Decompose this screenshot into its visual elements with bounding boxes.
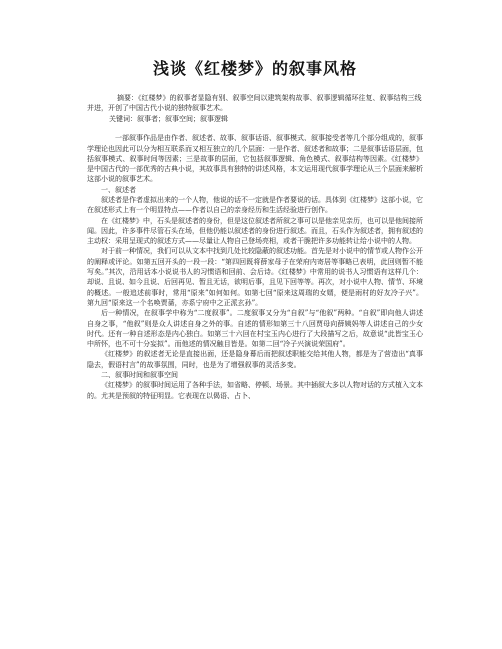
body-paragraph: 《红楼梦》的叙事时间运用了各种手法，如省略、停顿、场景。其中插叙大多以人物对话的方式植入文本的。尤其是预叙的特征明显。它表现在以偈语、占卜、 bbox=[87, 381, 423, 400]
body-paragraph: 后一种情况，在叙事学中称为“二度叙事”。二度叙事又分为“自叙”与“他叙”两种。“自叙”即向他人讲述自身之事，“他叙”则是众人讲述自身之外的事。自述的情形如第三十八回贾母向薛姨妈等人讲述自己的少女时代。还有一种自述形态是内心独白。如第三十六回在村宝玉内心进行了大段描写之后，故意说“此皆宝玉心中所怀，也不可十分妄拟”。而他述的情况触目皆是。如第二回“冷子兴演说荣国府”。 bbox=[87, 309, 423, 349]
article bbox=[87, 56, 423, 401]
intro-paragraph: 一部叙事作品是由作者、叙述者、故事、叙事话语、叙事模式、叙事接受者等几个部分组成的，叙事学理论也因此可以分为相互联系而又相互独立的几个层面：一是作者、叙述者和故事；二是叙事话语层面，包括叙事模式、叙事时间等因素；三是故事的层面，它包括叙事逻辑、角色模式、叙事结构等因素。《红楼梦》是中国古代的一部优秀的古典小说，其故事具有独特的讲述风格，本文运用现代叙事学理论从三个层面来解析这部小说的叙事艺术。 bbox=[87, 134, 423, 184]
section-heading-narrator: 一、叙述者 bbox=[101, 185, 136, 194]
body-paragraph: 在《红楼梦》中，石头是叙述者的身份，但是这位叙述者所叙之事可以是他亲见亲历，也可以是他间接所闻。因此，许多事件尽管石头在场，但他仍能以叙述者的身份进行叙述。而且，石头作为叙述者，拥有叙述的主动权：采用呈现式的叙述方式——尽量让人物自己登场亮相，或者干脆把许多功能转让给小说中的人物。 bbox=[87, 216, 423, 246]
article-title: 浅谈《红楼梦》的叙事风格 bbox=[152, 59, 357, 78]
body-paragraph: 《红楼梦》的叙述者无论是直接出面，还是隐身幕后而把叙述职能交给其他人物，都是为了营造出“真事隐去，假语村言”的故事氛围，同时，也是为了增强叙事的灵活多变。 bbox=[87, 350, 423, 369]
section-heading-time-space: 二、叙事时间和叙事空间 bbox=[101, 371, 178, 380]
body-paragraph: 对于前一种情况，我们可以从文本中找到几处比较隐蔽的叙述功能。首先是对小说中的情节或人物作公开的阐释或评论。如第五回开头的一段一段：“第四回既将薛家母子在荣府内寄居等事略已表明，此回则暂不能写矣。”其次，沿用话本小说说书人的习惯语和回前、会后诗。《红楼梦》中常用的说书人习惯语有这样几个：却说、且说、如今且说、后回再见、暂且无话，欲明后事，且见下回等等。再次，对小说中人物、情节、环境的概述。一般追述前事时，常用“原来”如何如何。如第七回“原来这周瑞的女婿，便是雨村的好友冷子兴”。第九回“原来这一个名唤贾蔷，亦系宁府中之正派玄孙”。 bbox=[87, 247, 423, 307]
abstract: 摘要：《红楼梦》的叙事者显隐有别、叙事空间以建筑架构故事、叙事逻辑循环往复、叙事结构三线并进，开创了中国古代小说的独特叙事艺术。 bbox=[87, 94, 422, 113]
keywords: 关键词：叙事者；叙事空间；叙事逻辑 bbox=[109, 114, 228, 123]
body-paragraph: 叙述者是作者虚拟出来的一个人物，他说的话不一定就是作者要说的话。具体到《红楼梦》这部小说，它在叙述形式上有一个明显特点——作者以自己的亲身经历和生活经验进行创作。 bbox=[87, 196, 423, 215]
